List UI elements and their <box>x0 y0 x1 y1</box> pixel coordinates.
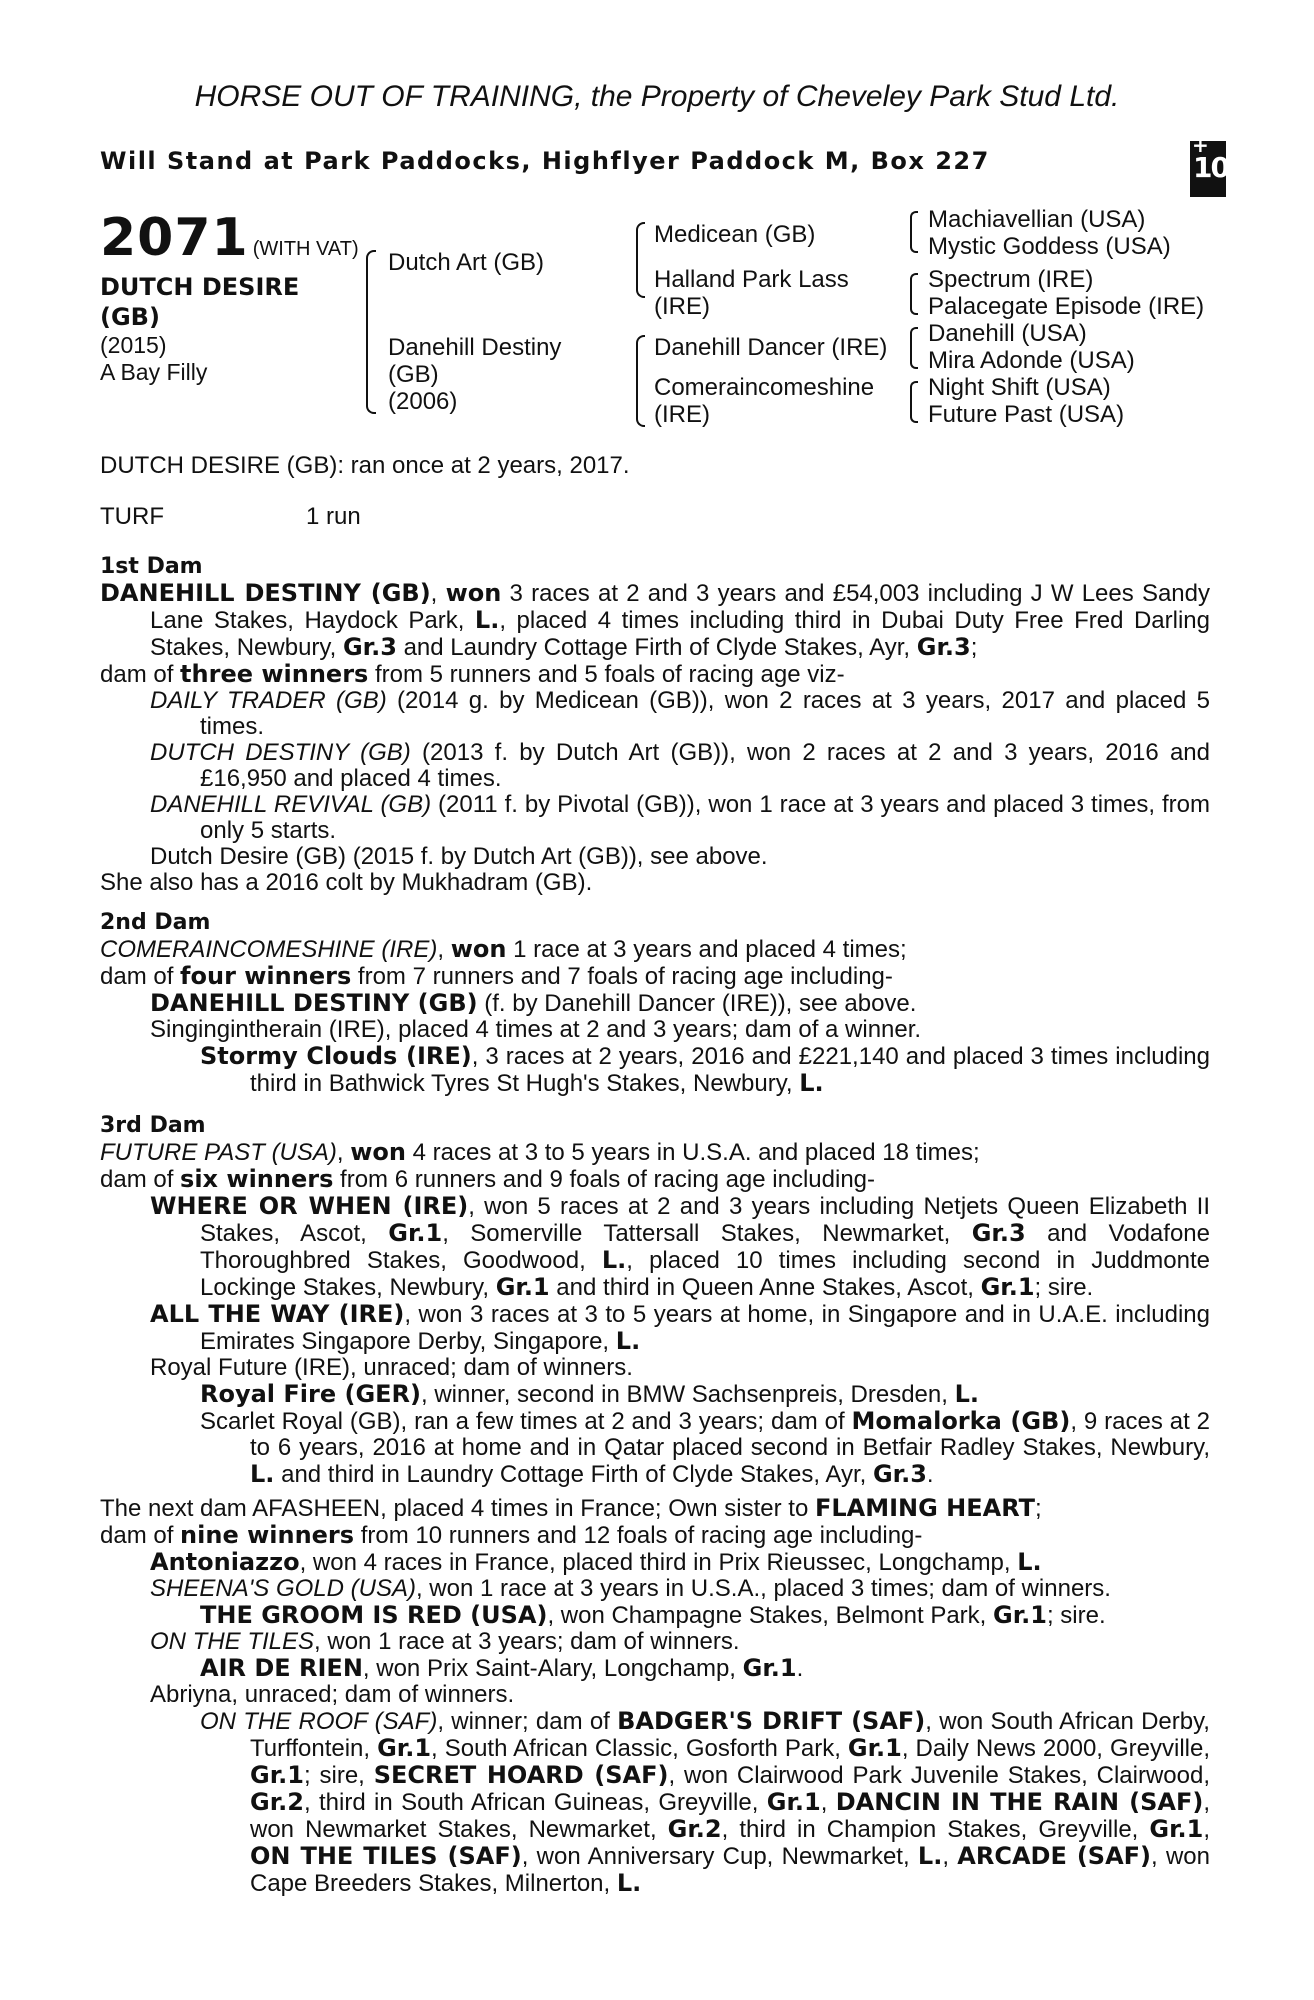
pedigree-brace-2 <box>636 222 645 298</box>
lot-info <box>100 208 359 386</box>
stand-location: Will Stand at Park Paddocks, Highflyer Paddock M, Box 227 <box>100 147 990 175</box>
first-dam-record: DANEHILL DESTINY (GB), won 3 races at 2 and 3 years and £54,003 including J W Lees Sandy Lane Stakes, Haydock Park, L., placed 4 times including third in Dubai Duty Free Fred Darling Stakes, Newbury, Gr.3 and Laundry Cottage Firth of Clyde Stakes, Ayr, Gr.3; <box>100 579 1210 661</box>
second-dam-heading: 2nd Dam <box>100 910 211 935</box>
badge-plus: + <box>1192 133 1209 157</box>
next-dam-record: The next dam AFASHEEN, placed 4 times in France; Own sister to FLAMING HEART; <box>100 1494 1042 1522</box>
second-dam-record: COMERAINCOMESHINE (IRE), won 1 race at 3 years and placed 4 times; <box>100 935 907 963</box>
dam-line1: Danehill Destiny <box>388 334 562 361</box>
second-dam-offspring-1: DANEHILL DESTINY (GB) (f. by Danehill Dancer (IRE)), see above. <box>150 989 917 1017</box>
dam-sire-dam: Mira Adonde (USA) <box>928 347 1135 374</box>
pedigree-brace-1 <box>366 250 376 414</box>
first-dam-also: She also has a 2016 colt by Mukhadram (GB). <box>100 869 593 896</box>
next-dam-offspring-6: Abriyna, unraced; dam of winners. <box>150 1681 515 1708</box>
second-dam-offspring-3: Stormy Clouds (IRE), 3 races at 2 years, 2016 and £221,140 and placed 3 times including third in Bathwick Tyres St Hugh's Stakes, Newbury, L. <box>200 1042 1210 1097</box>
lot-badge <box>1190 133 1228 197</box>
horse-name: DUTCH DESIRE <box>100 273 300 301</box>
first-dam-offspring-1: DAILY TRADER (GB) (2014 g. by Medicean (GB)), won 2 races at 3 years, 2017 and placed 5 times. <box>150 687 1210 740</box>
sire-dam-sire: Spectrum (IRE) <box>928 266 1094 293</box>
dam-dam-line2: (IRE) <box>654 401 710 428</box>
next-dam-offspring-2: SHEENA'S GOLD (USA), won 1 race at 3 years in U.S.A., placed 3 times; dam of winners. <box>150 1575 1111 1602</box>
second-dam-section <box>100 910 1210 1097</box>
third-dam-record: FUTURE PAST (USA), won 4 races at 3 to 5 years in U.S.A. and placed 18 times; <box>100 1138 980 1166</box>
third-dam-offspring-2: ALL THE WAY (IRE), won 3 races at 3 to 5 years at home, in Singapore and in U.A.E. including Emirates Singapore Derby, Singapore, L. <box>150 1300 1210 1355</box>
pedigree-brace-3 <box>636 335 645 427</box>
pedigree-brace-6 <box>910 327 918 369</box>
foaling-year: (2015) <box>100 332 167 358</box>
sire-sire-dam: Mystic Goddess (USA) <box>928 233 1171 260</box>
pedigree-brace-7 <box>910 381 918 423</box>
third-dam-offspring-4: Royal Fire (GER), winner, second in BMW Sachsenpreis, Dresden, L. <box>200 1380 979 1408</box>
first-dam-section <box>100 554 1210 896</box>
second-dam-offspring-2: Singingintherain (IRE), placed 4 times at 2 and 3 years; dam of a winner. <box>150 1016 922 1043</box>
third-dam-offspring-5: Scarlet Royal (GB), ran a few times at 2 and 3 years; dam of Momalorka (GB), 9 races at 2 to 6 years, 2016 at home and in Qatar placed second in Betfair Radley Stakes, Newbury, L. and third in Laundry Cottage Firth of Clyde Stakes, Ayr, Gr.3. <box>200 1407 1210 1488</box>
next-dam-offspring-3: THE GROOM IS RED (USA), won Champagne Stakes, Belmont Park, Gr.1; sire. <box>200 1601 1106 1629</box>
third-dam-section <box>100 1113 1210 1488</box>
dam-sire-sire: Danehill (USA) <box>928 320 1087 347</box>
next-dam-offspring-5: AIR DE RIEN, won Prix Saint-Alary, Longchamp, Gr.1. <box>200 1654 804 1682</box>
pedigree-brace-4 <box>910 211 918 253</box>
sire-sire: Medicean (GB) <box>654 221 816 248</box>
third-dam-offspring-1: WHERE OR WHEN (IRE), won 5 races at 2 and 3 years including Netjets Queen Elizabeth II Stakes, Ascot, Gr.1, Somerville Tattersall Stakes, Newmarket, Gr.3 and Vodafone Thoroughbred Stakes, Goodwood, L., placed 10 times including second in Juddmonte Lockinge Stakes, Newbury, Gr.1 and third in Queen Anne Stakes, Ascot, Gr.1; sire. <box>150 1192 1210 1301</box>
dam-sire: Danehill Dancer (IRE) <box>654 334 888 361</box>
third-dam-heading: 3rd Dam <box>100 1113 206 1138</box>
third-dam-produce: dam of six winners from 6 runners and 9 foals of racing age including- <box>100 1165 876 1193</box>
sire-dam-line1: Halland Park Lass <box>654 266 849 293</box>
next-dam-offspring-7: ON THE ROOF (SAF), winner; dam of BADGER'S DRIFT (SAF), won South African Derby, Turffontein, Gr.1, South African Classic, Gosforth Park, Gr.1, Daily News 2000, Greyville, Gr.1; sire, SECRET HOARD (SAF), won Clairwood Park Juvenile Stakes, Clairwood, Gr.2, third in South African Guineas, Greyville, Gr.1, DANCIN IN THE RAIN (SAF), won Newmarket Stakes, Newmarket, Gr.2, third in Champion Stakes, Greyville, Gr.1, ON THE TILES (SAF), won Anniversary Cup, Newmarket, L., ARCADE (SAF), won Cape Breeders Stakes, Milnerton, L. <box>200 1707 1211 1897</box>
badge-number: 10 <box>1193 151 1228 184</box>
lot-number: 2071 <box>100 208 249 268</box>
race-summary: DUTCH DESIRE (GB): ran once at 2 years, 2017. <box>100 452 630 479</box>
dam-dam-dam: Future Past (USA) <box>928 401 1125 428</box>
next-dam-offspring-4: ON THE TILES, won 1 race at 3 years; dam of winners. <box>150 1628 740 1655</box>
next-dam-produce: dam of nine winners from 10 runners and 12 foals of racing age including- <box>100 1521 923 1549</box>
third-dam-offspring-3: Royal Future (IRE), unraced; dam of winners. <box>150 1354 633 1381</box>
sale-header: HORSE OUT OF TRAINING, the Property of Cheveley Park Stud Ltd. <box>194 80 1120 113</box>
dam-line3: (2006) <box>388 388 458 415</box>
dam-dam-sire: Night Shift (USA) <box>928 374 1111 401</box>
horse-country: (GB) <box>100 303 160 331</box>
sire: Dutch Art (GB) <box>388 249 545 276</box>
sire-dam-line2: (IRE) <box>654 293 710 320</box>
turf-label: TURF <box>100 503 164 530</box>
pedigree-brace-5 <box>910 273 918 315</box>
vat-note: (WITH VAT) <box>252 238 359 260</box>
next-dam-offspring-1: Antoniazzo, won 4 races in France, placed third in Prix Rieussec, Longchamp, L. <box>150 1548 1042 1576</box>
horse-description: A Bay Filly <box>100 359 208 385</box>
first-dam-offspring-2: DUTCH DESTINY (GB) (2013 f. by Dutch Art (GB)), won 2 races at 2 and 3 years, 2016 and £16,950 and placed 4 times. <box>150 739 1210 792</box>
second-dam-produce: dam of four winners from 7 runners and 7 foals of racing age including- <box>100 962 893 990</box>
first-dam-produce: dam of three winners from 5 runners and 5 foals of racing age viz- <box>100 660 845 688</box>
sire-sire-sire: Machiavellian (USA) <box>928 206 1146 233</box>
dam-dam-line1: Comeraincomeshine <box>654 374 875 401</box>
sire-dam-dam: Palacegate Episode (IRE) <box>928 293 1205 320</box>
dam-line2: (GB) <box>388 361 439 388</box>
next-dam-section <box>100 1495 1210 1897</box>
first-dam-offspring-3: DANEHILL REVIVAL (GB) (2011 f. by Pivotal (GB)), won 1 race at 3 years and placed 3 times, from only 5 starts. <box>150 791 1211 844</box>
first-dam-offspring-4: Dutch Desire (GB) (2015 f. by Dutch Art (GB)), see above. <box>150 843 768 870</box>
turf-runs: 1 run <box>306 503 361 530</box>
first-dam-heading: 1st Dam <box>100 554 203 579</box>
